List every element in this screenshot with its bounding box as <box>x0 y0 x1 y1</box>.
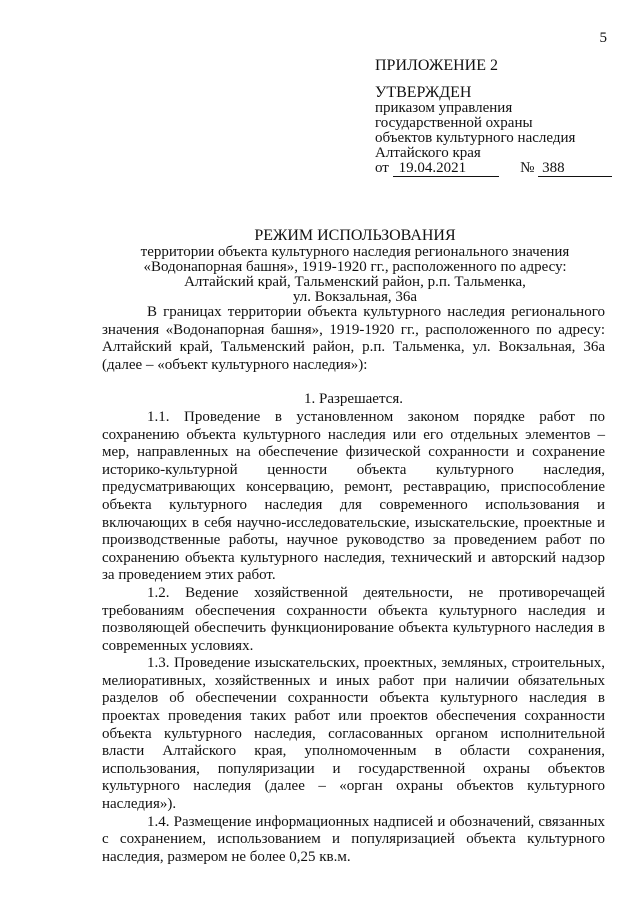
order-line: приказом управления <box>375 100 513 116</box>
order-line: объектов культурного наследия <box>375 130 576 146</box>
order-line: государственной охраны <box>375 115 533 131</box>
title-heading: РЕЖИМ ИСПОЛЬЗОВАНИЯ <box>254 227 456 244</box>
date-prefix: от <box>375 160 389 176</box>
appendix-label: ПРИЛОЖЕНИЕ 2 <box>375 57 499 74</box>
page-number: 5 <box>599 30 607 46</box>
clause-1-3: 1.3. Проведение изыскательских, проектных, земляных, строительных, мелиоративных, хозяйственных и иных работ при наличии обязательных разделов об обеспечении сохранности объекта культурного наследия в проектах проведения таких работ или проектов обеспечения сохранности объекта культурного наследия, согласованных органом исполнительной власти Алтайского края, уполномоченным в области сохранения, использования, популяризации и государственной охраны объектов культурного наследия (далее – «орган охраны объектов культурного наследия»). <box>102 655 605 813</box>
clause-1-4: 1.4. Размещение информационных надписей и обозначений, связанных с сохранением, использованием и популяризацией объекта культурного наследия, размером не более 0,25 кв.м. <box>102 813 605 865</box>
document-title <box>100 228 610 305</box>
intro-paragraph: В границах территории объекта культурного наследия регионального значения «Водонапорная башня», 1919-1920 гг., расположенного по адресу: Алтайский край, Тальменский район, р.п. Тальменка, ул. Вокзальная, 36а (далее – «объект культурного наследия»): <box>102 304 605 373</box>
order-date-number <box>375 161 615 177</box>
title-line: территории объекта культурного наследия регионального значения <box>140 244 570 260</box>
document-body <box>102 304 605 866</box>
clause-1-1: 1.1. Проведение в установленном законом порядке работ по сохранению объекта культурного наследия или его отдельных элементов – мер, направленных на обеспечение физической сохранности и сохранение историко-культурной ценности объекта культурного наследия, предусматривающих консервацию, ремонт, реставрацию, приспособление объекта культурного наследия для современного использования и включающих в себя научно-исследовательские, изыскательские, проектные и производственные работы, научное руководство за проведением работ по сохранению объекта культурного наследия, технический и авторский надзор за проведением этих работ. <box>102 408 605 584</box>
clause-1-2: 1.2. Ведение хозяйственной деятельности, не противоречащей требованиям обеспечения сохранности объекта культурного наследия и позволяющей обеспечить функционирование объекта культурного наследия в современных условиях. <box>102 584 605 654</box>
number-prefix: № <box>520 160 535 176</box>
order-date: 19.04.2021 <box>393 161 499 177</box>
section-heading: 1. Разрешается. <box>304 391 403 408</box>
order-line: Алтайского края <box>375 145 481 161</box>
title-line: Алтайский край, Тальменский район, р.п. Тальменка, <box>184 274 526 290</box>
order-number: 388 <box>538 161 612 177</box>
approved-label: УТВЕРЖДЕН <box>375 84 472 101</box>
approval-stamp <box>375 58 615 177</box>
title-line: «Водонапорная башня», 1919-1920 гг., расположенного по адресу: <box>143 259 567 275</box>
title-line: ул. Вокзальная, 36а <box>292 289 418 305</box>
